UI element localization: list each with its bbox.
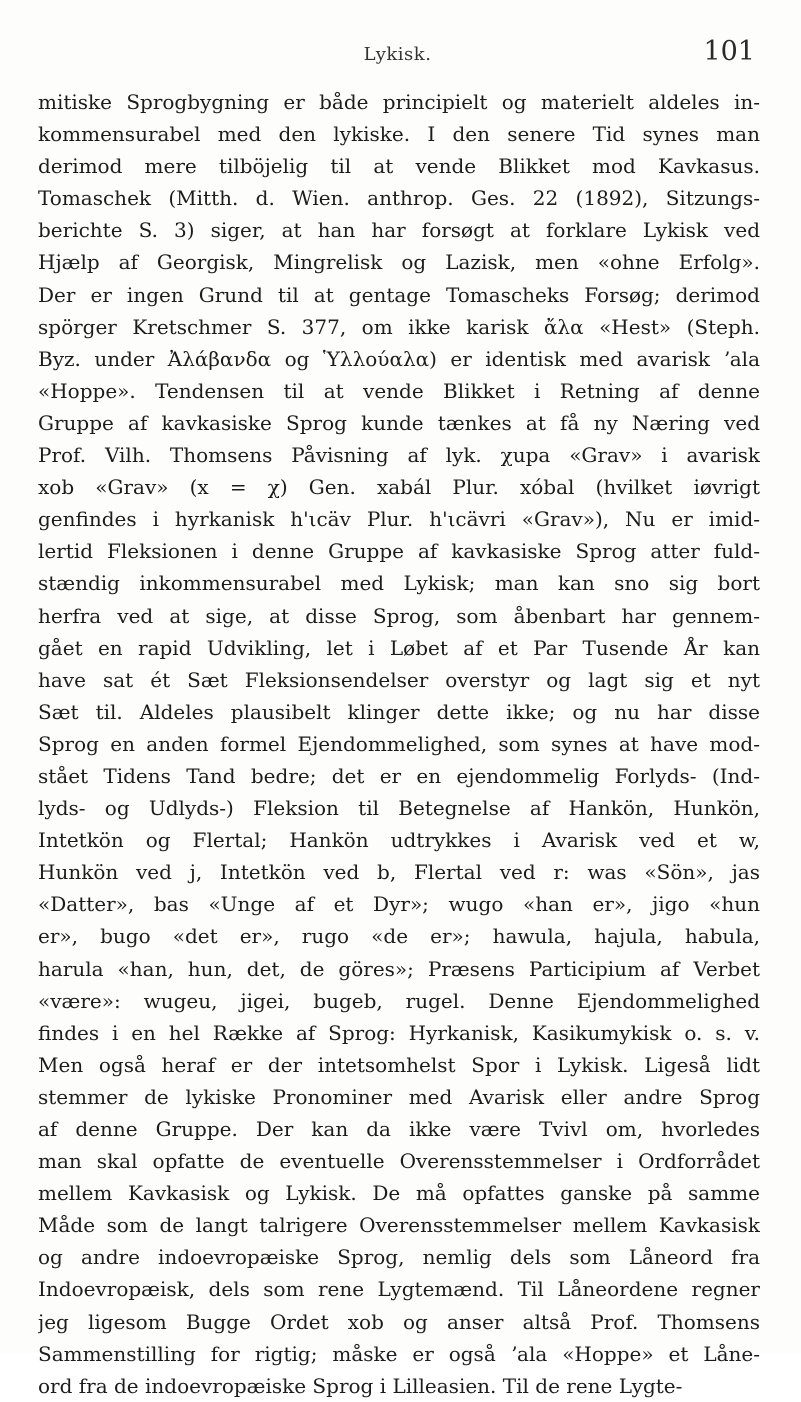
text-line: stemmer de lykiske Pronominer med Avarisk eller andre Sprog xyxy=(38,1084,760,1109)
text-line: lertid Fleksionen i denne Gruppe af kavkasiske Sprog atter fuld- xyxy=(38,539,760,564)
text-line: xob «Grav» (x = χ) Gen. xabál Plur. xóbal (hvilket iøvrigt xyxy=(38,475,760,500)
text-line: lyds- og Udlyds-) Fleksion til Betegnelse af Hankön, Hunkön, xyxy=(38,796,760,821)
text-line: kommensurabel med den lykiske. I den senere Tid synes man xyxy=(38,122,760,147)
text-line: berichte S. 3) siger, at han har forsøgt at forklare Lykisk ved xyxy=(38,218,760,243)
text-line: harula «han, hun, det, de göres»; Præsens Participium af Verbet xyxy=(38,956,760,981)
text-line: Gruppe af kavkasiske Sprog kunde tænkes at få ny Næring ved xyxy=(38,410,760,435)
text-line: have sat ét Sæt Fleksionsendelser overstyr og lagt sig et nyt xyxy=(38,667,760,692)
page-number: 101 xyxy=(703,36,755,67)
text-line: Hjælp af Georgisk, Mingrelisk og Lazisk, men «ohne Erfolg». xyxy=(38,250,760,275)
text-line: stået Tidens Tand bedre; det er en ejendommelig Forlyds- (Ind- xyxy=(38,763,760,788)
text-line: jeg ligesom Bugge Ordet xob og anser altså Prof. Thomsens xyxy=(38,1309,760,1334)
text-line: genfindes i hyrkanisk h'ιcäv Plur. h'ιcävri «Grav»), Nu er imid- xyxy=(38,507,760,532)
text-line: mitiske Sprogbygning er både principielt og materielt aldeles in- xyxy=(38,90,760,114)
text-line: derimod mere tilböjelig til at vende Blikket mod Kavkasus. xyxy=(38,154,760,179)
text-line: «Datter», bas «Unge af et Dyr»; wugo «han er», jigo «hun xyxy=(38,892,760,917)
text-line: mellem Kavkasisk og Lykisk. De må opfattes ganske på samme xyxy=(38,1181,760,1206)
text-line: «Hoppe». Tendensen til at vende Blikket i Retning af denne xyxy=(38,378,760,403)
text-line: Måde som de langt talrigere Overensstemmelser mellem Kavkasisk xyxy=(38,1213,760,1238)
text-line: spörger Kretschmer S. 377, om ikke karisk ἄλα «Hest» (Steph. xyxy=(38,314,760,339)
text-line: Tomaschek (Mitth. d. Wien. anthrop. Ges. 22 (1892), Sitzungs- xyxy=(38,186,760,211)
text-line: Intetkön og Flertal; Hankön udtrykkes i Avarisk ved et w, xyxy=(38,828,760,853)
body-text xyxy=(38,86,760,1402)
text-line: ord fra de indoevropæiske Sprog i Lilleasien. Til de rene Lygte- xyxy=(38,1373,683,1398)
text-line: Der er ingen Grund til at gentage Tomascheks Forsøg; derimod xyxy=(38,282,760,307)
text-line: Prof. Vilh. Thomsens Påvisning af lyk. χupa «Grav» i avarisk xyxy=(38,443,760,468)
text-line: findes i en hel Række af Sprog: Hyrkanisk, Kasikumykisk o. s. v. xyxy=(38,1020,760,1045)
text-line: «være»: wugeu, jigei, bugeb, rugel. Denne Ejendommelighed xyxy=(38,988,760,1013)
running-title: Lykisk. xyxy=(363,44,432,65)
text-line: af denne Gruppe. Der kan da ikke være Tvivl om, hvorledes xyxy=(38,1117,760,1141)
text-line: Indoevropæisk, dels som rene Lygtemænd. Til Låneordene regner xyxy=(38,1277,760,1302)
text-line: gået en rapid Udvikling, let i Løbet af et Par Tusende År kan xyxy=(38,635,760,660)
running-head xyxy=(40,36,755,76)
text-line: stændig inkommensurabel med Lykisk; man kan sno sig bort xyxy=(38,571,760,596)
text-line: man skal opfatte de eventuelle Overensstemmelser i Ordforrådet xyxy=(38,1149,760,1174)
text-line: Sprog en anden formel Ejendommelighed, som synes at have mod- xyxy=(38,731,760,756)
text-line: er», bugo «det er», rugo «de er»; hawula, hajula, habula, xyxy=(38,924,760,949)
text-line: Men også heraf er der intetsomhelst Spor i Lykisk. Ligeså lidt xyxy=(38,1052,760,1077)
text-line: Sammenstilling for rigtig; måske er også ʼala «Hoppe» et Låne- xyxy=(38,1341,760,1366)
text-line: Hunkön ved j, Intetkön ved b, Flertal ved r: was «Sön», jas xyxy=(38,860,760,885)
text-line: Byz. under Ἀλάβανδα og Ὑλλούαλα) er identisk med avarisk ʼala xyxy=(38,346,760,371)
text-line: og andre indoevropæiske Sprog, nemlig dels som Låneord fra xyxy=(38,1245,760,1270)
text-line: Sæt til. Aldeles plausibelt klinger dette ikke; og nu har disse xyxy=(38,699,760,724)
text-line: herfra ved at sige, at disse Sprog, som åbenbart har gennem- xyxy=(38,603,760,628)
